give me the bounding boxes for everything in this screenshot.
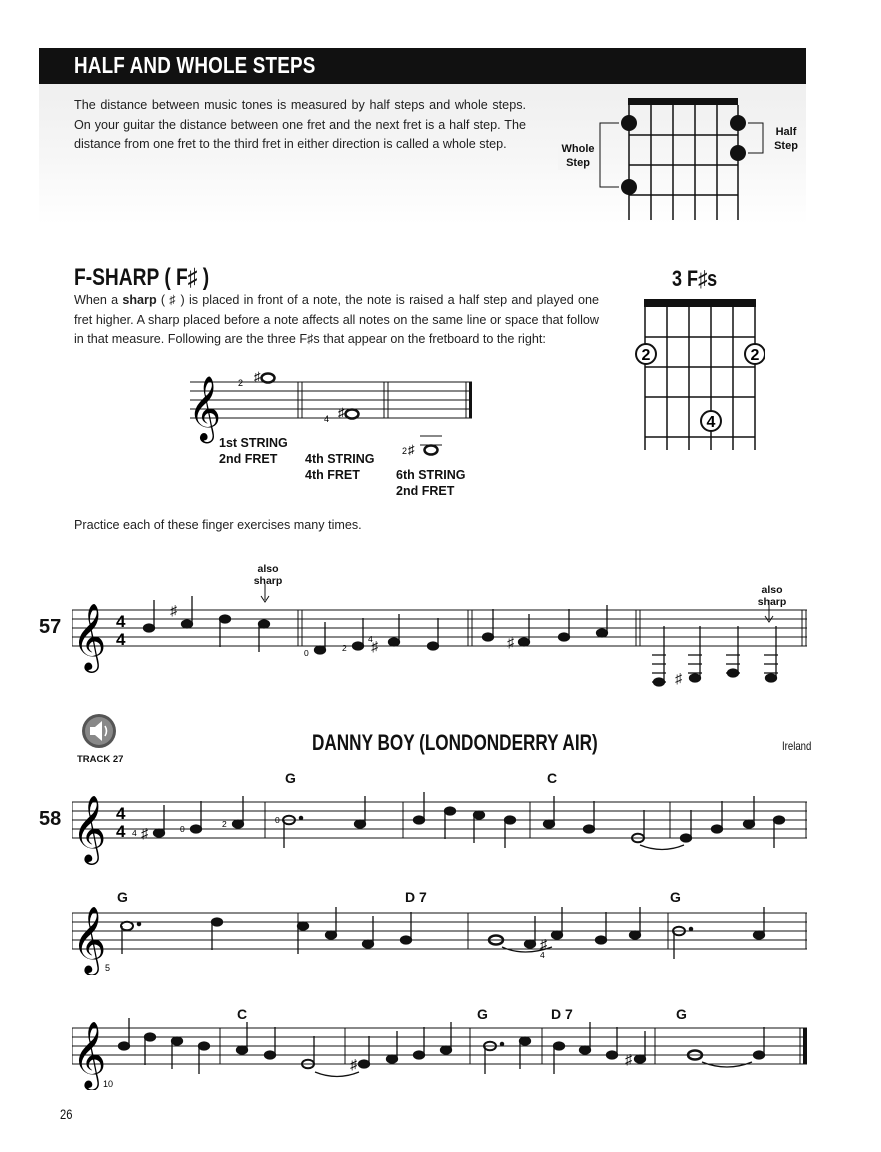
fsharp-text-post: ( ♯ ) is placed in front of a note, the note is raised a half step and played one fret higher. A sharp placed before a note affects all notes on the same line or space that follow in that measure. Following are the three F♯s that appear on the fretboard to the right:: [74, 293, 599, 346]
fingering-2: 2: [342, 643, 347, 653]
fsharp-text: [74, 291, 599, 350]
fingering-0: 0: [304, 648, 309, 658]
fingering-4: 4: [368, 634, 373, 644]
chord-g: G: [285, 770, 296, 786]
half-label-2: Step: [774, 140, 798, 152]
note-label-3: [396, 467, 465, 499]
chord-g: G: [670, 889, 681, 905]
page-title: HALF AND WHOLE STEPS: [74, 52, 316, 78]
exercise-number-57: 57: [39, 616, 62, 638]
whole-label-1: Whole: [561, 143, 595, 155]
sharp-icon: ♯: [408, 442, 415, 457]
chord-d7: D 7: [405, 889, 427, 905]
measure-number: 10: [103, 1079, 114, 1089]
page-number: 26: [60, 1106, 73, 1122]
treble-clef-icon: 𝄞: [72, 1022, 107, 1087]
chord-c: C: [237, 1006, 248, 1022]
treble-clef-icon: 𝄞: [188, 376, 222, 439]
danny-boy-staff-2: [72, 900, 812, 975]
fingering-4: 4: [540, 950, 545, 960]
treble-clef-icon: 𝄞: [72, 796, 107, 861]
whole-step-label: [558, 142, 598, 170]
fingering-2: 2: [222, 819, 227, 829]
note-label-3-line1: 6th STRING: [396, 468, 466, 482]
chord-c: C: [547, 770, 558, 786]
svg-text:♯: ♯: [625, 1051, 632, 1067]
svg-text:♯: ♯: [675, 670, 682, 686]
note-label-1-line1: 1st STRING: [219, 436, 288, 450]
treble-clef-icon: 𝄞: [72, 604, 107, 669]
sharp-icon: ♯: [254, 369, 261, 384]
song-origin: Ireland: [782, 739, 812, 753]
chord-g: G: [676, 1006, 687, 1022]
note-label-2-line1: 4th STRING: [305, 452, 375, 466]
treble-clef-icon: 𝄞: [72, 907, 107, 972]
finger-number-left: 2: [641, 347, 651, 364]
annotation2-a: also: [761, 584, 783, 596]
fingering-4: 4: [132, 828, 137, 838]
fingering-0: 0: [180, 824, 185, 834]
exercise-57-staff: [72, 580, 812, 690]
time-signature-top: 4: [116, 804, 126, 823]
chord-g: G: [477, 1006, 488, 1022]
chord-g: G: [117, 889, 128, 905]
measure-number: 5: [105, 963, 111, 973]
note-label-1: [219, 435, 288, 467]
chord-d7: D 7: [551, 1006, 573, 1022]
practice-text: Practice each of these finger exercises many times.: [74, 518, 362, 532]
exercise-number-58: 58: [39, 808, 62, 830]
fingering-3: 2: [402, 446, 408, 456]
finger-number-bottom: 4: [706, 414, 716, 431]
note-label-1-line2: 2nd FRET: [219, 452, 278, 466]
note-label-2: [305, 451, 374, 483]
half-label-1: Half: [775, 126, 797, 138]
fingering-1: 2: [238, 378, 244, 388]
svg-text:♯: ♯: [540, 936, 547, 952]
intro-text: The distance between music tones is measured by half steps and whole steps. On your guitar the distance between one fret and the next fret is a half step. The distance from one fret to the third fret in either direction is called a whole step.: [74, 98, 526, 151]
svg-text:♯: ♯: [141, 825, 148, 841]
sharp-icon: ♯: [338, 405, 345, 420]
half-step-label: [770, 125, 802, 153]
svg-text:♯: ♯: [350, 1056, 357, 1072]
fsharp-fretboard: [630, 295, 765, 455]
time-signature-bottom: 4: [116, 822, 126, 841]
song-title: DANNY BOY (LONDONDERRY AIR): [312, 730, 598, 755]
section-title-fsharp: F-SHARP ( F♯ ): [74, 264, 210, 291]
whole-label-2: Step: [566, 157, 590, 169]
fingering-2: 4: [324, 414, 330, 424]
annotation2-b: sharp: [757, 596, 787, 608]
speaker-icon: [80, 712, 118, 752]
annotation1-a: also: [257, 563, 279, 575]
time-signature-bottom: 4: [116, 630, 126, 649]
time-signature-top: 4: [116, 612, 126, 631]
half-whole-step-diagram: [595, 95, 770, 225]
fretboard-title: 3 F♯s: [672, 266, 718, 291]
fingering-0: 0: [275, 815, 280, 825]
track-label: TRACK 27: [77, 754, 124, 765]
note-label-2-line2: 4th FRET: [305, 468, 360, 482]
fsharp-text-bold: sharp: [122, 293, 157, 307]
danny-boy-staff-3: [72, 1015, 812, 1090]
annotation1-b: sharp: [253, 575, 283, 587]
svg-text:♯: ♯: [507, 634, 514, 650]
svg-text:♯: ♯: [371, 638, 378, 654]
danny-boy-staff-1: [72, 790, 812, 865]
note-label-3-line2: 2nd FRET: [396, 484, 455, 498]
finger-number-right: 2: [750, 347, 760, 364]
fsharp-text-pre: When a: [74, 293, 123, 307]
svg-text:♯: ♯: [170, 602, 177, 618]
